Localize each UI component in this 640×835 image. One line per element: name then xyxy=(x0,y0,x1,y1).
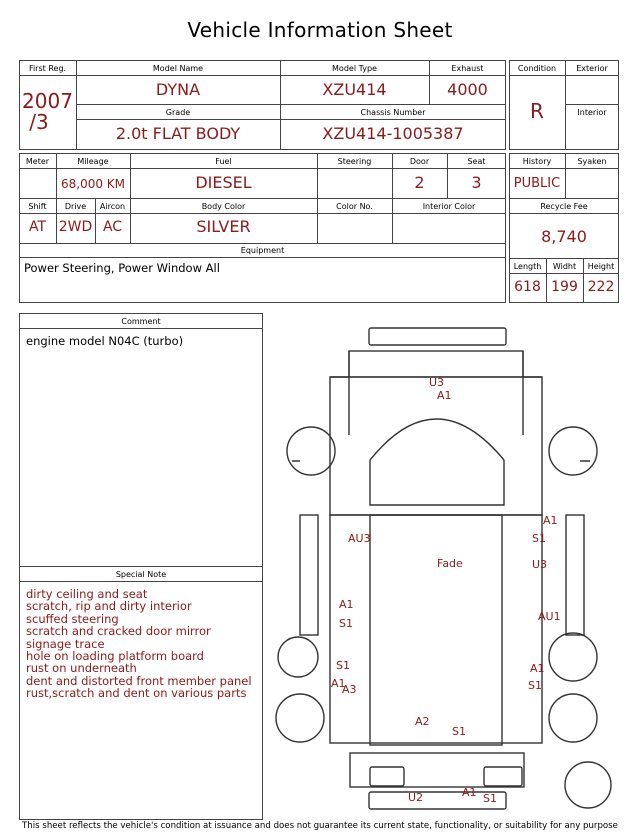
shift-value: AT xyxy=(28,219,47,235)
damage-mark: AU3 xyxy=(348,532,371,545)
condition-grade: R xyxy=(530,99,544,123)
comment-text: engine model N04C (turbo) xyxy=(26,334,184,348)
damage-mark: U3 xyxy=(532,558,548,571)
damage-mark: A1 xyxy=(331,677,346,690)
damage-mark: A1 xyxy=(530,662,545,675)
damage-mark: A1 xyxy=(339,598,354,611)
damage-mark: S1 xyxy=(483,792,497,805)
height-value: 222 xyxy=(587,279,615,295)
chassis-number-label: Chassis Number xyxy=(360,108,426,117)
damage-mark: U2 xyxy=(408,791,424,804)
length-label: Length xyxy=(513,262,542,271)
special-note-item: scratch and cracked door mirror xyxy=(26,624,211,639)
grade-value: 2.0t FLAT BODY xyxy=(115,124,241,143)
exterior-label: Exterior xyxy=(576,64,608,73)
body-color-value: SILVER xyxy=(196,217,251,236)
damage-mark: S1 xyxy=(532,532,546,545)
history-value: PUBLIC xyxy=(513,176,561,191)
mileage-label: Mileage xyxy=(77,157,109,166)
damage-mark: A3 xyxy=(342,683,357,696)
grade-label: Grade xyxy=(165,108,191,117)
width-label: Widht xyxy=(552,262,577,271)
first-reg-month: /3 xyxy=(29,110,49,134)
condition-label: Condition xyxy=(517,64,557,73)
chassis-number-value: XZU414-1005387 xyxy=(322,124,464,143)
damage-mark: A2 xyxy=(415,715,430,728)
special-note-label: Special Note xyxy=(115,570,167,579)
height-label: Height xyxy=(587,262,615,271)
length-value: 618 xyxy=(514,279,541,295)
equipment-value: Power Steering, Power Window All xyxy=(24,261,220,275)
meter-label: Meter xyxy=(25,157,50,166)
page-title: Vehicle Information Sheet xyxy=(187,18,453,42)
model-type-value: XZU414 xyxy=(322,80,387,99)
first-reg-year: 2007 xyxy=(22,89,73,113)
door-label: Door xyxy=(409,157,430,166)
damage-mark: A1 xyxy=(437,389,452,402)
recycle-fee-value: 8,740 xyxy=(541,227,587,246)
special-note-item: hole on loading platform board xyxy=(26,649,204,664)
drive-value: 2WD xyxy=(58,219,93,235)
damage-mark: S1 xyxy=(452,725,466,738)
special-note-item: scuffed steering xyxy=(26,611,119,626)
model-type-label: Model Type xyxy=(332,64,377,73)
door-value: 2 xyxy=(414,173,425,192)
damage-mark: U3 xyxy=(429,376,445,389)
seat-label: Seat xyxy=(467,157,486,166)
shift-label: Shift xyxy=(28,202,47,211)
interior-label: Interior xyxy=(577,108,607,117)
damage-mark: AU1 xyxy=(538,610,561,623)
drive-label: Drive xyxy=(64,202,87,211)
body-color-label: Body Color xyxy=(201,202,246,211)
damage-mark: S1 xyxy=(528,679,542,692)
color-no-label: Color No. xyxy=(336,202,373,211)
interior-color-label: Interior Color xyxy=(422,202,476,211)
mileage-value: 68,000 KM xyxy=(60,177,126,191)
special-note-item: signage trace xyxy=(26,636,105,651)
recycle-fee-label: Recycle Fee xyxy=(540,202,588,211)
aircon-value: AC xyxy=(102,219,123,235)
fuel-label: Fuel xyxy=(215,157,232,166)
disclaimer-footer: This sheet reflects the vehicle's condition at issuance and does not guarantee its current state, functionality, or suitability for any purpose xyxy=(22,821,618,831)
special-note-item: dent and distorted front member panel xyxy=(26,673,252,688)
first-reg-label: First Reg. xyxy=(28,64,67,73)
special-note-item: dirty ceiling and seat xyxy=(26,587,148,601)
model-name-value: DYNA xyxy=(155,80,201,99)
exhaust-value: 4000 xyxy=(447,80,488,99)
damage-mark: A1 xyxy=(543,514,558,527)
special-note-item: scratch, rip and dirty interior xyxy=(26,599,192,614)
exhaust-label: Exhaust xyxy=(451,64,484,73)
aircon-label: Aircon xyxy=(99,202,126,211)
seat-value: 3 xyxy=(471,173,482,192)
syaken-label: Syaken xyxy=(577,157,607,166)
width-value: 199 xyxy=(551,279,578,295)
special-notes-list xyxy=(26,588,252,700)
damage-mark: A1 xyxy=(462,786,477,799)
history-label: History xyxy=(522,157,552,166)
fuel-value: DIESEL xyxy=(195,173,252,192)
damage-mark: Fade xyxy=(437,557,463,570)
comment-label: Comment xyxy=(121,317,161,326)
special-note-item: rust,scratch and dent on various parts xyxy=(26,686,247,701)
special-note-item: rust on underneath xyxy=(26,661,137,676)
damage-mark: S1 xyxy=(336,659,350,672)
model-name-label: Model Name xyxy=(152,64,204,73)
damage-mark: S1 xyxy=(339,617,353,630)
equipment-label: Equipment xyxy=(240,246,285,255)
steering-label: Steering xyxy=(337,157,372,166)
